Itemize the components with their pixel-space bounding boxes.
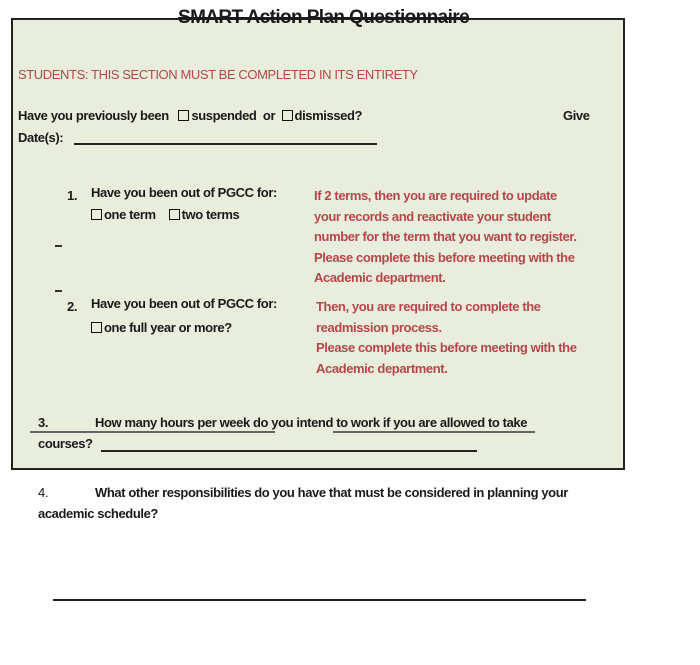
note-line: Academic department. [316,360,448,376]
full-year-checkbox[interactable] [91,322,102,333]
q3-cont: courses? [38,436,93,451]
suspension-question [18,108,362,123]
q3-number: 3. [38,415,49,430]
hours-input-line[interactable] [101,450,477,452]
dates-label: Date(s): [18,130,64,145]
or-label: or [262,108,276,123]
suspended-label: suspended [191,108,257,123]
dash-mark [55,290,62,292]
dates-input-line[interactable] [74,143,377,145]
note-line: your records and reactivate your student [314,208,551,224]
note-line: number for the term that you want to register. [314,229,577,244]
q4-cont: academic schedule? [38,506,158,521]
one-term-checkbox[interactable] [91,209,102,220]
give-label: Give [563,108,590,123]
q2-note [316,297,577,379]
q3-text: How many hours per week do you intend to work if you are allowed to take [95,415,528,430]
suspended-checkbox[interactable] [178,110,189,121]
page-title: SMART Action Plan Questionnaire [178,7,470,28]
q1-note [314,186,577,289]
full-year-label: one full year or more? [104,320,232,335]
underline [30,431,275,433]
q1-text: Have you been out of PGCC for: [91,185,277,200]
note-line: Please complete this before meeting with the [316,340,577,355]
one-term-label: one term [104,207,156,222]
dash-mark [55,245,62,247]
dismissed-label: dismissed? [294,108,363,123]
note-line: readmission process. [316,319,442,335]
q1-number: 1. [67,188,78,203]
q2-options [91,320,232,335]
note-line: Please complete this before meeting with the [314,249,575,265]
underline [333,431,535,433]
section-notice: STUDENTS: THIS SECTION MUST BE COMPLETED IN ITS ENTIRETY [18,67,418,82]
q2-number: 2. [67,299,78,314]
question-text: Have you previously been [18,108,169,123]
q1-options [91,207,239,222]
q4-text: What other responsibilities do you have that must be considered in planning your [95,485,568,500]
note-line: Academic department. [314,270,446,285]
two-terms-checkbox[interactable] [169,209,180,220]
q2-text: Have you been out of PGCC for: [91,296,277,311]
responsibilities-input-line[interactable] [53,599,586,601]
note-line: If 2 terms, then you are required to update [314,188,557,203]
dismissed-checkbox[interactable] [282,110,293,121]
two-terms-label: two terms [181,207,240,222]
note-line: Then, you are required to complete the [316,299,541,314]
q4-number: 4. [38,485,49,500]
